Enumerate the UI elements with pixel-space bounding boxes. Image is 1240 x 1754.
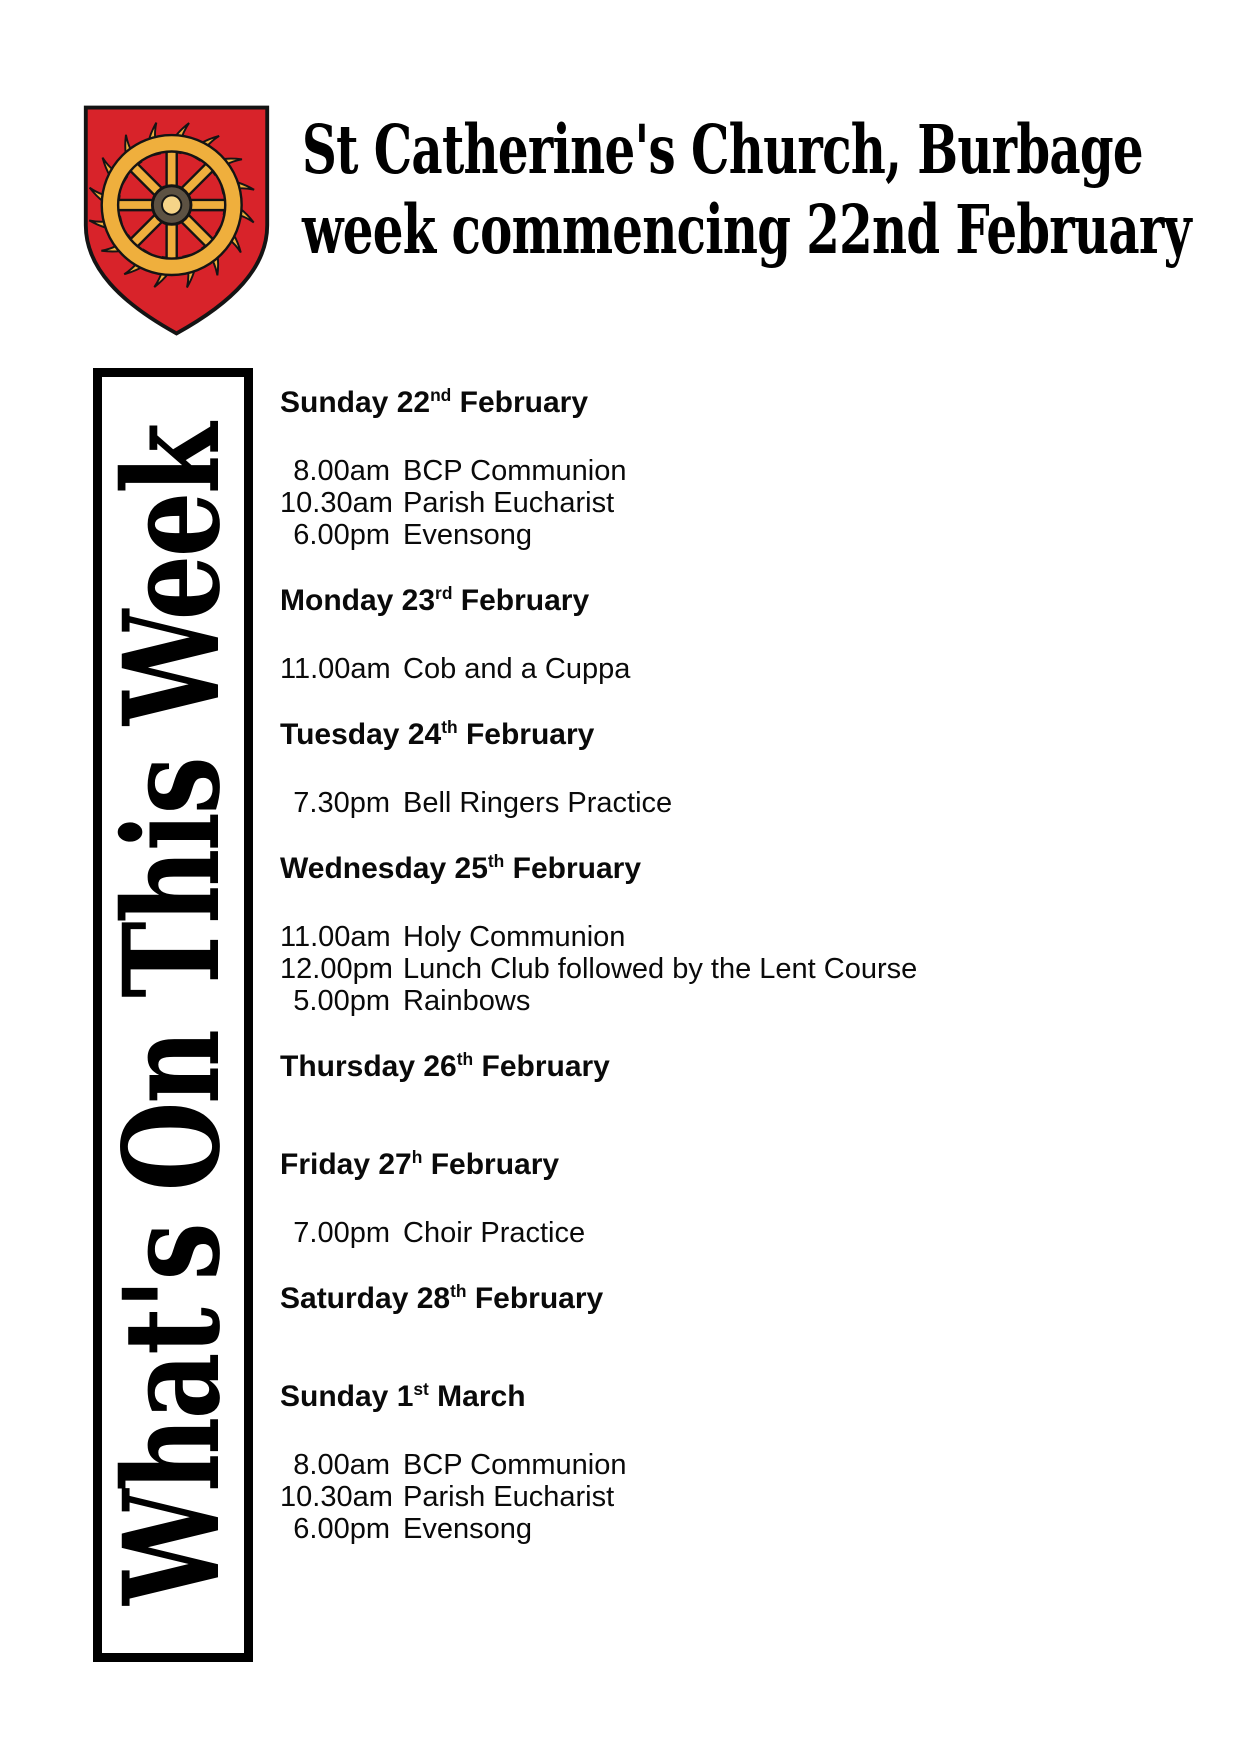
- date-ordinal: th: [487, 851, 505, 871]
- event-label: Holy Communion: [403, 921, 626, 953]
- event-time: 10.30am: [280, 487, 393, 519]
- date-ordinal: th: [456, 1049, 474, 1069]
- whats-on-banner: [93, 368, 253, 1662]
- event-row: [280, 985, 1000, 1017]
- day-group: [280, 387, 1000, 551]
- event-label: Parish Eucharist: [403, 1481, 615, 1513]
- day-group: [280, 853, 1000, 1017]
- day-group: [280, 585, 1000, 685]
- event-row: [280, 1217, 1000, 1249]
- event-row: [280, 487, 1000, 519]
- month-name: February: [466, 1282, 604, 1315]
- event-row: [280, 1481, 1000, 1513]
- event-time: 8.00am: [293, 455, 390, 487]
- event-row: [280, 1513, 1000, 1545]
- day-group: [280, 1051, 1000, 1083]
- event-time: 8.00am: [293, 1449, 390, 1481]
- whats-on-vertical-text: What's On This Week: [95, 424, 250, 1606]
- event-time: 12.00pm: [280, 953, 393, 985]
- event-row: [280, 1449, 1000, 1481]
- month-name: March: [428, 1380, 526, 1413]
- event-time: 7.00pm: [293, 1217, 390, 1249]
- event-time: 5.00pm: [293, 985, 390, 1017]
- day-and-date: Saturday 28: [280, 1282, 451, 1315]
- wheel-hub-center: [162, 195, 181, 214]
- day-group: [280, 1149, 1000, 1249]
- event-label: Cob and a Cuppa: [403, 653, 631, 685]
- event-row: [280, 519, 1000, 551]
- day-heading: [280, 585, 1000, 617]
- catherine-wheel-shield-logo: [80, 96, 273, 344]
- event-time: 7.30pm: [293, 787, 390, 819]
- event-label: Choir Practice: [403, 1217, 586, 1249]
- day-and-date: Thursday 26: [280, 1050, 457, 1083]
- event-label: Parish Eucharist: [403, 487, 615, 519]
- event-label: BCP Communion: [403, 455, 627, 487]
- day-and-date: Friday 27: [280, 1148, 412, 1181]
- event-label: Evensong: [403, 1513, 532, 1545]
- day-and-date: Sunday 1: [280, 1380, 414, 1413]
- event-row: [280, 455, 1000, 487]
- month-name: February: [457, 718, 595, 751]
- event-label: BCP Communion: [403, 1449, 627, 1481]
- date-ordinal: nd: [430, 385, 452, 405]
- date-ordinal: h: [411, 1147, 423, 1167]
- event-time: 6.00pm: [293, 519, 390, 551]
- day-heading: [280, 1381, 1000, 1413]
- page-subtitle: week commencing 22nd February: [302, 190, 1191, 269]
- week-schedule: [280, 387, 1000, 1545]
- month-name: February: [473, 1050, 610, 1083]
- event-row: [280, 787, 1000, 819]
- event-list: [280, 921, 1000, 1017]
- event-label: Rainbows: [403, 985, 531, 1017]
- page-title: St Catherine's Church, Burbage: [302, 110, 1143, 189]
- day-heading: [280, 719, 1000, 751]
- event-list: [280, 653, 1000, 685]
- date-ordinal: st: [413, 1379, 429, 1399]
- event-time: 6.00pm: [293, 1513, 390, 1545]
- day-heading: [280, 1283, 1000, 1315]
- day-heading: [280, 1149, 1000, 1181]
- day-and-date: Tuesday 24: [280, 718, 442, 751]
- event-row: [280, 953, 1000, 985]
- day-and-date: Sunday 22: [280, 386, 431, 419]
- event-time: 10.30am: [280, 1481, 393, 1513]
- day-group: [280, 1283, 1000, 1315]
- event-list: [280, 1449, 1000, 1545]
- date-ordinal: rd: [435, 583, 453, 603]
- day-and-date: Wednesday 25: [280, 852, 488, 885]
- month-name: February: [451, 386, 589, 419]
- date-ordinal: th: [450, 1281, 467, 1301]
- event-row: [280, 921, 1000, 953]
- day-heading: [280, 1051, 1000, 1083]
- event-label: Evensong: [403, 519, 532, 551]
- month-name: February: [504, 852, 642, 885]
- day-heading: [280, 387, 1000, 419]
- day-group: [280, 1381, 1000, 1545]
- event-label: Bell Ringers Practice: [403, 787, 673, 819]
- day-group: [280, 719, 1000, 819]
- month-name: February: [452, 584, 590, 617]
- event-time: 11.00am: [280, 653, 391, 685]
- day-heading: [280, 853, 1000, 885]
- event-list: [280, 787, 1000, 819]
- event-list: [280, 1217, 1000, 1249]
- shield-icon: [80, 96, 273, 344]
- event-label: Lunch Club followed by the Lent Course: [403, 953, 918, 985]
- event-list: [280, 455, 1000, 551]
- date-ordinal: th: [441, 717, 458, 737]
- event-row: [280, 653, 1000, 685]
- month-name: February: [422, 1148, 560, 1181]
- day-and-date: Monday 23: [280, 584, 436, 617]
- event-time: 11.00am: [280, 921, 391, 953]
